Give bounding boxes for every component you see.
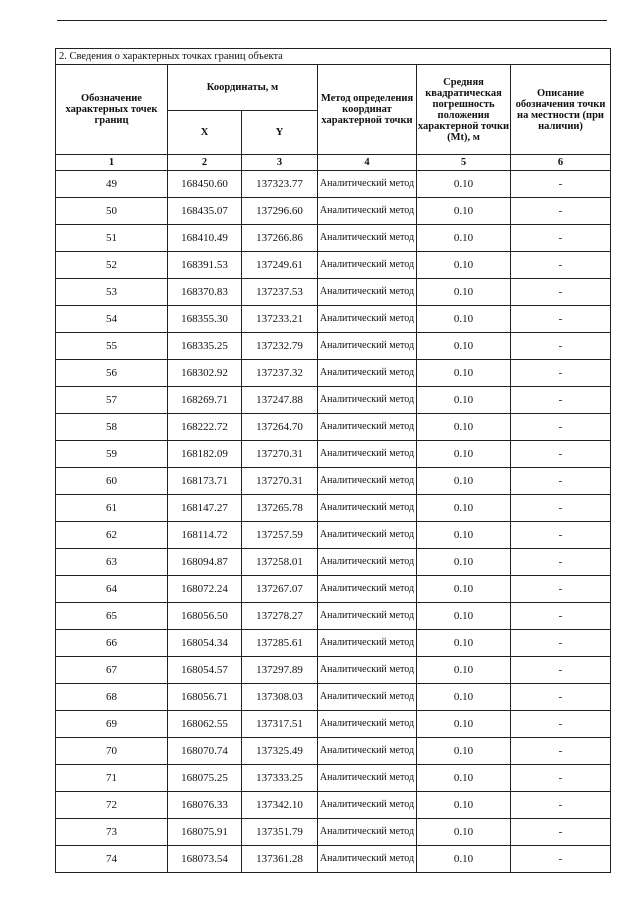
method-cell [318,360,417,387]
method-text: Аналитический метод [319,772,415,783]
header-description: Описание обозначения точки на местности (при наличии) [511,65,611,155]
column-number: 4 [318,155,417,171]
error-cell: 0.10 [417,495,511,522]
x-coordinate-cell: 168056.71 [168,684,242,711]
point-cell: 70 [56,738,168,765]
method-cell [318,441,417,468]
method-cell [318,387,417,414]
y-coordinate-cell: 137351.79 [242,819,318,846]
method-cell [318,495,417,522]
method-text: Аналитический метод [319,259,415,270]
table-row [56,738,611,765]
method-text: Аналитический метод [319,502,415,513]
method-cell [318,171,417,198]
point-cell: 56 [56,360,168,387]
description-cell: - [511,711,611,738]
method-text: Аналитический метод [319,421,415,432]
x-coordinate-cell: 168370.83 [168,279,242,306]
point-cell: 55 [56,333,168,360]
point-cell: 73 [56,819,168,846]
point-cell: 62 [56,522,168,549]
description-cell: - [511,684,611,711]
table-row [56,414,611,441]
method-text: Аналитический метод [319,556,415,567]
description-cell: - [511,522,611,549]
table-row [56,603,611,630]
method-text: Аналитический метод [319,340,415,351]
x-coordinate-cell: 168054.34 [168,630,242,657]
column-number: 1 [56,155,168,171]
header-x: X [168,111,242,155]
method-text: Аналитический метод [319,529,415,540]
method-text: Аналитический метод [319,475,415,486]
description-cell: - [511,441,611,468]
method-text: Аналитический метод [319,745,415,756]
description-cell: - [511,333,611,360]
method-text: Аналитический метод [319,205,415,216]
x-coordinate-cell: 168302.92 [168,360,242,387]
point-cell: 52 [56,252,168,279]
y-coordinate-cell: 137296.60 [242,198,318,225]
x-coordinate-cell: 168391.53 [168,252,242,279]
method-text: Аналитический метод [319,394,415,405]
header-error: Средняя квадратическая погрешность положения характерной точки (Mt), м [417,65,511,155]
table-row [56,549,611,576]
error-cell: 0.10 [417,819,511,846]
method-cell [318,468,417,495]
error-cell: 0.10 [417,711,511,738]
table-row [56,792,611,819]
error-cell: 0.10 [417,657,511,684]
x-coordinate-cell: 168335.25 [168,333,242,360]
method-text: Аналитический метод [319,691,415,702]
table-row [56,360,611,387]
error-cell: 0.10 [417,198,511,225]
error-cell: 0.10 [417,387,511,414]
point-cell: 57 [56,387,168,414]
method-cell [318,738,417,765]
description-cell: - [511,630,611,657]
description-cell: - [511,765,611,792]
x-coordinate-cell: 168435.07 [168,198,242,225]
table-row [56,387,611,414]
method-cell [318,198,417,225]
method-cell [318,306,417,333]
method-text: Аналитический метод [319,583,415,594]
point-cell: 51 [56,225,168,252]
column-number: 3 [242,155,318,171]
y-coordinate-cell: 137278.27 [242,603,318,630]
x-coordinate-cell: 168094.87 [168,549,242,576]
x-coordinate-cell: 168073.54 [168,846,242,873]
point-cell: 74 [56,846,168,873]
point-cell: 49 [56,171,168,198]
column-number: 5 [417,155,511,171]
error-cell: 0.10 [417,576,511,603]
table-row [56,576,611,603]
method-cell [318,225,417,252]
x-coordinate-cell: 168075.25 [168,765,242,792]
description-cell: - [511,468,611,495]
x-coordinate-cell: 168173.71 [168,468,242,495]
point-cell: 72 [56,792,168,819]
error-cell: 0.10 [417,684,511,711]
point-cell: 63 [56,549,168,576]
x-coordinate-cell: 168072.24 [168,576,242,603]
description-cell: - [511,414,611,441]
method-text: Аналитический метод [319,826,415,837]
error-cell: 0.10 [417,792,511,819]
table-row [56,333,611,360]
table-row [56,630,611,657]
method-cell [318,522,417,549]
column-number: 2 [168,155,242,171]
error-cell: 0.10 [417,252,511,279]
table-row [56,468,611,495]
y-coordinate-cell: 137266.86 [242,225,318,252]
x-coordinate-cell: 168075.91 [168,819,242,846]
error-cell: 0.10 [417,468,511,495]
y-coordinate-cell: 137247.88 [242,387,318,414]
x-coordinate-cell: 168062.55 [168,711,242,738]
method-text: Аналитический метод [319,610,415,621]
y-coordinate-cell: 137270.31 [242,468,318,495]
y-coordinate-cell: 137270.31 [242,441,318,468]
description-cell: - [511,198,611,225]
point-cell: 61 [56,495,168,522]
description-cell: - [511,495,611,522]
method-cell [318,846,417,873]
method-cell [318,414,417,441]
table-row [56,846,611,873]
y-coordinate-cell: 137249.61 [242,252,318,279]
point-cell: 71 [56,765,168,792]
error-cell: 0.10 [417,171,511,198]
y-coordinate-cell: 137237.32 [242,360,318,387]
method-cell [318,252,417,279]
method-text: Аналитический метод [319,286,415,297]
point-cell: 60 [56,468,168,495]
method-cell [318,657,417,684]
point-cell: 68 [56,684,168,711]
point-cell: 53 [56,279,168,306]
table-row [56,225,611,252]
method-cell [318,333,417,360]
method-cell [318,819,417,846]
method-cell [318,549,417,576]
header-y: Y [242,111,318,155]
table-row [56,765,611,792]
method-cell [318,279,417,306]
error-cell: 0.10 [417,414,511,441]
method-cell [318,576,417,603]
point-cell: 69 [56,711,168,738]
error-cell: 0.10 [417,225,511,252]
top-rule [57,20,607,21]
method-cell [318,684,417,711]
method-text: Аналитический метод [319,448,415,459]
x-coordinate-cell: 168076.33 [168,792,242,819]
x-coordinate-cell: 168450.60 [168,171,242,198]
table-row [56,819,611,846]
method-cell [318,711,417,738]
y-coordinate-cell: 137257.59 [242,522,318,549]
y-coordinate-cell: 137237.53 [242,279,318,306]
y-coordinate-cell: 137323.77 [242,171,318,198]
y-coordinate-cell: 137264.70 [242,414,318,441]
description-cell: - [511,792,611,819]
description-cell: - [511,603,611,630]
x-coordinate-cell: 168355.30 [168,306,242,333]
x-coordinate-cell: 168182.09 [168,441,242,468]
description-cell: - [511,576,611,603]
y-coordinate-cell: 137265.78 [242,495,318,522]
y-coordinate-cell: 137297.89 [242,657,318,684]
description-cell: - [511,387,611,414]
table-row [56,252,611,279]
point-cell: 50 [56,198,168,225]
description-cell: - [511,279,611,306]
y-coordinate-cell: 137317.51 [242,711,318,738]
method-text: Аналитический метод [319,718,415,729]
x-coordinate-cell: 168070.74 [168,738,242,765]
method-text: Аналитический метод [319,313,415,324]
point-cell: 66 [56,630,168,657]
error-cell: 0.10 [417,306,511,333]
x-coordinate-cell: 168222.72 [168,414,242,441]
point-cell: 58 [56,414,168,441]
error-cell: 0.10 [417,738,511,765]
error-cell: 0.10 [417,549,511,576]
y-coordinate-cell: 137233.21 [242,306,318,333]
method-text: Аналитический метод [319,799,415,810]
description-cell: - [511,225,611,252]
error-cell: 0.10 [417,441,511,468]
table-row [56,279,611,306]
point-cell: 67 [56,657,168,684]
y-coordinate-cell: 137361.28 [242,846,318,873]
y-coordinate-cell: 137258.01 [242,549,318,576]
section-caption: 2. Сведения о характерных точках границ объекта [56,49,611,65]
method-text: Аналитический метод [319,367,415,378]
x-coordinate-cell: 168114.72 [168,522,242,549]
method-text: Аналитический метод [319,664,415,675]
x-coordinate-cell: 168054.57 [168,657,242,684]
method-text: Аналитический метод [319,853,415,864]
x-coordinate-cell: 168056.50 [168,603,242,630]
description-cell: - [511,846,611,873]
error-cell: 0.10 [417,630,511,657]
x-coordinate-cell: 168147.27 [168,495,242,522]
description-cell: - [511,171,611,198]
description-cell: - [511,549,611,576]
y-coordinate-cell: 137285.61 [242,630,318,657]
table-row [56,198,611,225]
y-coordinate-cell: 137232.79 [242,333,318,360]
point-cell: 54 [56,306,168,333]
table-row [56,711,611,738]
points-table [55,48,611,873]
x-coordinate-cell: 168410.49 [168,225,242,252]
point-cell: 59 [56,441,168,468]
error-cell: 0.10 [417,765,511,792]
header-point: Обозначение характерных точек границ [56,65,168,155]
header-coords: Координаты, м [168,65,318,111]
error-cell: 0.10 [417,279,511,306]
y-coordinate-cell: 137308.03 [242,684,318,711]
method-text: Аналитический метод [319,232,415,243]
error-cell: 0.10 [417,846,511,873]
point-cell: 64 [56,576,168,603]
description-cell: - [511,738,611,765]
description-cell: - [511,306,611,333]
y-coordinate-cell: 137267.07 [242,576,318,603]
method-text: Аналитический метод [319,178,415,189]
description-cell: - [511,657,611,684]
method-cell [318,630,417,657]
table-row [56,306,611,333]
y-coordinate-cell: 137333.25 [242,765,318,792]
table-row [56,684,611,711]
table-row [56,171,611,198]
header-method: Метод определения координат характерной точки [318,65,417,155]
method-cell [318,603,417,630]
description-cell: - [511,819,611,846]
x-coordinate-cell: 168269.71 [168,387,242,414]
table-row [56,657,611,684]
y-coordinate-cell: 137325.49 [242,738,318,765]
method-cell [318,792,417,819]
column-numbers-row [56,155,611,171]
method-text: Аналитический метод [319,637,415,648]
error-cell: 0.10 [417,333,511,360]
description-cell: - [511,252,611,279]
table-row [56,441,611,468]
y-coordinate-cell: 137342.10 [242,792,318,819]
column-number: 6 [511,155,611,171]
description-cell: - [511,360,611,387]
error-cell: 0.10 [417,522,511,549]
method-cell [318,765,417,792]
error-cell: 0.10 [417,603,511,630]
table-row [56,522,611,549]
point-cell: 65 [56,603,168,630]
error-cell: 0.10 [417,360,511,387]
table-row [56,495,611,522]
